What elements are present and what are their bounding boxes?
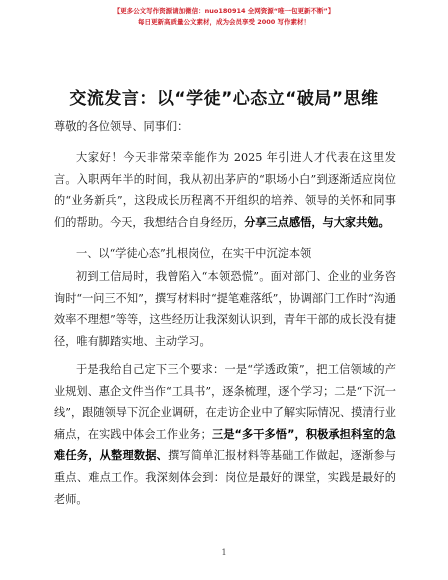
paragraph-section1-b-tail: 撰写简单汇报材料等基础工作做起，逐渐参与重点、难点工作。我深刻体会到：岗位是最好的课堂，实践是最好的老师。 xyxy=(54,449,396,506)
paragraph-section1-b xyxy=(54,359,396,510)
paragraph-section1-a: 初到工信局时，我曾陷入“本领恐慌”。面对部门、企业的业务咨询时“一问三不知”，撰写材料时“提笔难落纸”，协调部门工作时“沟通效率不理想”等等，这些经历让我深刻认识到，青年干部的成长没有捷径，唯有脚踏实地、主动学习。 xyxy=(54,270,396,348)
paragraph-intro-emphasis: 分享三点感悟，与大家共勉。 xyxy=(244,215,390,229)
document-title: 交流发言：以“学徒”心态立“破局”思维 xyxy=(69,89,379,109)
page-number: 1 xyxy=(221,548,227,557)
paragraph-section1-b-emphasis: 三是“多干多悟”，积极承担科室的急难任务，从整理数据、 xyxy=(54,427,396,463)
paragraph-intro-text: 大家好！今天非常荣幸能作为 2025 年引进人才代表在这里发言。入职两年半的时间，我从初出茅庐的“职场小白”到逐渐适应岗位的“业务新兵”，这段成长历程离不开组织的培养、领导的关怀和同事们的帮助。今天，我想结合自身经历， xyxy=(54,151,396,229)
paragraph-section1-b-text: 于是我给自己定下三个要求：一是“学透政策”，把工信领域的产业规划、惠企文件当作“工具书”，逐条梳理，逐个学习；二是“下沉一线”，跟随领导下沉企业调研，在走访企业中了解实际情况、摸清行业痛点，在实践中体会工作业务； xyxy=(54,363,396,441)
paragraph-intro xyxy=(54,147,396,233)
promo-banner-line-1: 【更多公文写作资源请加微信：nuo180914 全网资源“唯一包更新不断”】 xyxy=(113,7,335,15)
promo-banner-line-2: 每日更新高质量公文素材，成为会员享受 2000 写作素材！ xyxy=(137,18,311,26)
section-heading-1: 一、以“学徒心态”扎根岗位，在实干中沉淀本领 xyxy=(76,247,312,260)
salutation: 尊敬的各位领导、同事们： xyxy=(54,120,189,133)
